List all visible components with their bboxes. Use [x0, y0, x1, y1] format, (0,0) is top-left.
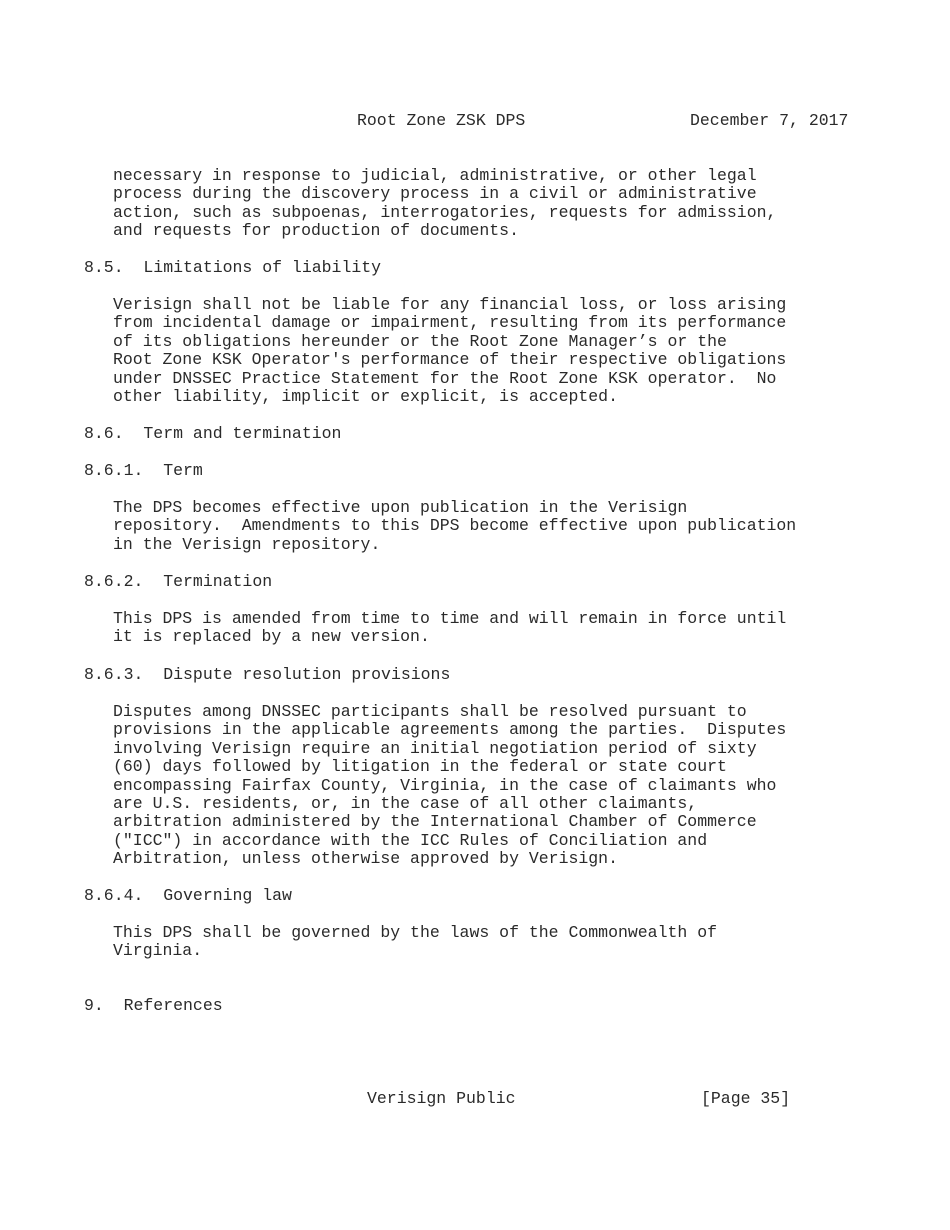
section-8-6-2-text: This DPS is amended from time to time and will remain in force until it is replaced by a new version.: [113, 609, 787, 647]
header-date: December 7, 2017: [690, 111, 849, 130]
header-title: Root Zone ZSK DPS: [357, 111, 526, 130]
footer-page-number: [Page 35]: [701, 1089, 791, 1108]
intro-paragraph: necessary in response to judicial, administrative, or other legal process during the discovery process in a civil or administrative action, such as subpoenas, interrogatories, requests for admission, and requests for production of documents.: [113, 166, 777, 241]
section-8-6-1-heading: 8.6.1. Term: [84, 461, 203, 480]
section-8-6-3-text: Disputes among DNSSEC participants shall be resolved pursuant to provisions in the applicable agreements among the parties. Disputes involving Verisign require an initial negotiation period of sixty (60) days followed by litigation in the federal or state court encompassing Fairfax County, Virginia, in the case of claimants who are U.S. residents, or, in the case of all other claimants, arbitration administered by the International Chamber of Commerce ("ICC") in accordance with the ICC Rules of Conciliation and Arbitration, unless otherwise approved by Verisign.: [113, 702, 787, 869]
section-8-6-4-heading: 8.6.4. Governing law: [84, 886, 292, 905]
section-8-6-2-heading: 8.6.2. Termination: [84, 572, 273, 591]
section-8-6-3-heading: 8.6.3. Dispute resolution provisions: [84, 665, 451, 684]
section-8-6-1-text: The DPS becomes effective upon publication in the Verisign repository. Amendments to this DPS become effective upon publication in the Verisign repository.: [113, 498, 797, 554]
section-8-5-text: Verisign shall not be liable for any financial loss, or loss arising from incidental damage or impairment, resulting from its performance of its obligations hereunder or the Root Zone Manager’s or the Root Zone KSK Operator's performance of their respective obligations under DNSSEC Practice Statement for the Root Zone KSK operator. No other liability, implicit or explicit, is accepted.: [113, 295, 787, 407]
footer-label: Verisign Public: [367, 1089, 516, 1108]
section-9-heading: 9. References: [84, 996, 223, 1015]
section-8-6-4-text: This DPS shall be governed by the laws of the Commonwealth of Virginia.: [113, 923, 717, 961]
section-8-6-heading: 8.6. Term and termination: [84, 424, 342, 443]
section-8-5-heading: 8.5. Limitations of liability: [84, 258, 382, 277]
